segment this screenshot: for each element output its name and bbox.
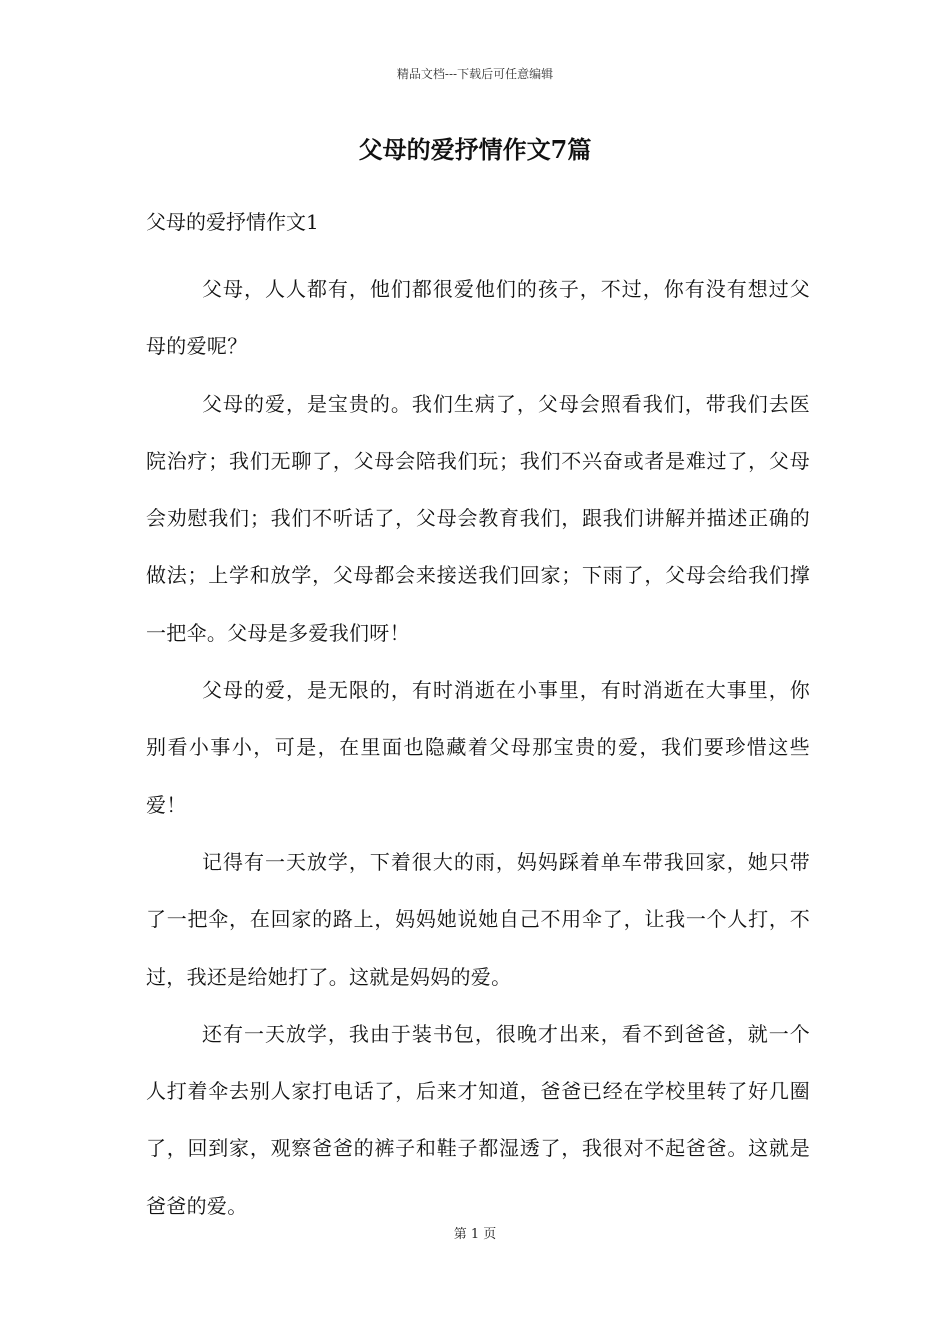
document-body [146, 261, 810, 1235]
paragraph: 父母的爱，是无限的，有时消逝在小事里，有时消逝在大事里，你别看小事小，可是，在里面也隐藏着父母那宝贵的爱，我们要珍惜这些爱！ [146, 678, 810, 817]
page-header: 精品文档---下载后可任意编辑 [396, 67, 554, 81]
paragraph: 记得有一天放学，下着很大的雨，妈妈踩着单车带我回家，她只带了一把伞，在回家的路上，妈妈她说她自己不用伞了，让我一个人打，不过，我还是给她打了。这就是妈妈的爱。 [146, 849, 810, 989]
section-subtitle: 父母的爱抒情作文1 [146, 210, 319, 234]
paragraph: 还有一天放学，我由于装书包，很晚才出来，看不到爸爸，就一个人打着伞去别人家打电话了，后来才知道，爸爸已经在学校里转了好几圈了，回到家，观察爸爸的裤子和鞋子都湿透了，我很对不起爸爸。这就是爸爸的爱。 [146, 1021, 810, 1218]
paragraph: 父母，人人都有，他们都很爱他们的孩子，不过，你有没有想过父母的爱呢？ [146, 277, 810, 359]
paragraph: 父母的爱，是宝贵的。我们生病了，父母会照看我们，带我们去医院治疗；我们无聊了，父母会陪我们玩；我们不兴奋或者是难过了，父母会劝慰我们；我们不听话了，父母会教育我们，跟我们讲解并描述正确的做法；上学和放学，父母都会来接送我们回家；下雨了，父母会给我们撑一把伞。父母是多爱我们呀！ [146, 391, 810, 645]
document-title: 父母的爱抒情作文7篇 [358, 135, 592, 164]
page-number: 第 1 页 [453, 1227, 497, 1242]
